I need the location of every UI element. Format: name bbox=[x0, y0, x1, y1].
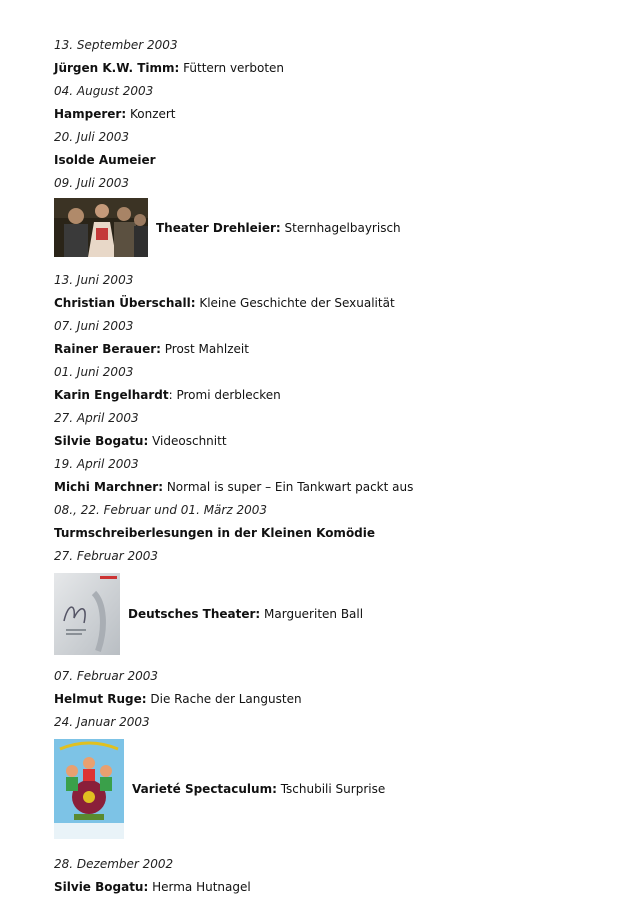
event-title[interactable] bbox=[54, 338, 614, 361]
event-entry bbox=[54, 453, 614, 499]
event-entry bbox=[54, 269, 614, 315]
event-entry bbox=[54, 545, 614, 655]
event-entry bbox=[54, 172, 614, 257]
event-entry bbox=[54, 315, 614, 361]
event-with-image bbox=[54, 739, 614, 839]
event-date: 01. Juni 2003 bbox=[54, 365, 134, 379]
event-program: Die Rache der Langusten bbox=[146, 692, 302, 706]
event-entry bbox=[54, 407, 614, 453]
event-program: Videoschnitt bbox=[148, 434, 227, 448]
event-entry bbox=[54, 361, 614, 407]
event-performer[interactable]: Turmschreiberlesungen in der Kleinen Komödie bbox=[54, 526, 376, 540]
event-title[interactable] bbox=[54, 384, 614, 407]
event-date: 27. Februar 2003 bbox=[54, 549, 158, 563]
event-performer[interactable]: Rainer Berauer: bbox=[54, 342, 161, 356]
event-program: Sternhagelbayrisch bbox=[280, 220, 401, 235]
event-date: 20. Juli 2003 bbox=[54, 130, 130, 144]
event-date: 13. Juni 2003 bbox=[54, 273, 134, 287]
event-date: 09. Juli 2003 bbox=[54, 176, 130, 190]
event-program: Konzert bbox=[126, 107, 176, 121]
event-program: Füttern verboten bbox=[179, 61, 285, 75]
event-date: 07. Juni 2003 bbox=[54, 319, 134, 333]
event-date: 28. Dezember 2002 bbox=[54, 857, 174, 871]
event-entry bbox=[54, 499, 614, 545]
event-entry bbox=[54, 34, 614, 80]
event-title[interactable] bbox=[54, 57, 614, 80]
event-performer[interactable]: Michi Marchner: bbox=[54, 480, 164, 494]
event-performer[interactable]: Theater Drehleier: bbox=[156, 220, 281, 235]
event-with-image bbox=[54, 198, 614, 257]
event-program: Normal is super – Ein Tankwart packt aus bbox=[163, 480, 414, 494]
event-entry bbox=[54, 126, 614, 172]
event-entry bbox=[54, 711, 614, 839]
event-performer[interactable]: Silvie Bogatu: bbox=[54, 434, 149, 448]
event-performer[interactable]: Christian Überschall: bbox=[54, 296, 196, 310]
event-list bbox=[54, 34, 614, 899]
event-date: 08., 22. Februar und 01. März 2003 bbox=[54, 503, 267, 517]
event-program: Herma Hutnagel bbox=[148, 880, 251, 894]
poster-grey-thumbnail[interactable] bbox=[54, 573, 120, 655]
event-date: 13. September 2003 bbox=[54, 38, 178, 52]
poster-color-thumbnail[interactable] bbox=[54, 739, 124, 839]
event-entry bbox=[54, 853, 614, 899]
group-photo-thumbnail[interactable] bbox=[54, 198, 148, 257]
event-program: : Promi derblecken bbox=[168, 388, 281, 402]
event-date: 24. Januar 2003 bbox=[54, 715, 150, 729]
event-program: Prost Mahlzeit bbox=[160, 342, 249, 356]
event-title[interactable] bbox=[54, 103, 614, 126]
event-program: Margueriten Ball bbox=[260, 607, 364, 621]
event-entry bbox=[54, 665, 614, 711]
event-with-image bbox=[54, 573, 614, 655]
event-title[interactable] bbox=[54, 430, 614, 453]
event-date: 04. August 2003 bbox=[54, 84, 154, 98]
event-title[interactable] bbox=[54, 522, 614, 545]
event-entry bbox=[54, 80, 614, 126]
event-performer[interactable]: Helmut Ruge: bbox=[54, 692, 147, 706]
event-performer[interactable]: Jürgen K.W. Timm: bbox=[54, 61, 180, 75]
event-title[interactable] bbox=[54, 876, 614, 899]
event-performer[interactable]: Karin Engelhardt bbox=[54, 388, 169, 402]
event-title[interactable] bbox=[54, 476, 614, 499]
event-title[interactable] bbox=[54, 688, 614, 711]
event-performer[interactable]: Deutsches Theater: bbox=[128, 607, 261, 621]
event-title[interactable] bbox=[54, 292, 614, 315]
event-performer[interactable]: Isolde Aumeier bbox=[54, 153, 156, 167]
event-program: Tschubili Surprise bbox=[276, 782, 386, 796]
event-title[interactable] bbox=[132, 782, 385, 796]
event-title[interactable] bbox=[128, 607, 363, 621]
event-date: 27. April 2003 bbox=[54, 411, 139, 425]
event-date: 19. April 2003 bbox=[54, 457, 139, 471]
event-performer[interactable]: Varieté Spectaculum: bbox=[132, 782, 277, 796]
event-performer[interactable]: Silvie Bogatu: bbox=[54, 880, 149, 894]
event-date: 07. Februar 2003 bbox=[54, 669, 158, 683]
event-title[interactable] bbox=[156, 221, 401, 235]
event-performer[interactable]: Hamperer: bbox=[54, 107, 127, 121]
event-title[interactable] bbox=[54, 149, 614, 172]
event-program: Kleine Geschichte der Sexualität bbox=[195, 296, 395, 310]
